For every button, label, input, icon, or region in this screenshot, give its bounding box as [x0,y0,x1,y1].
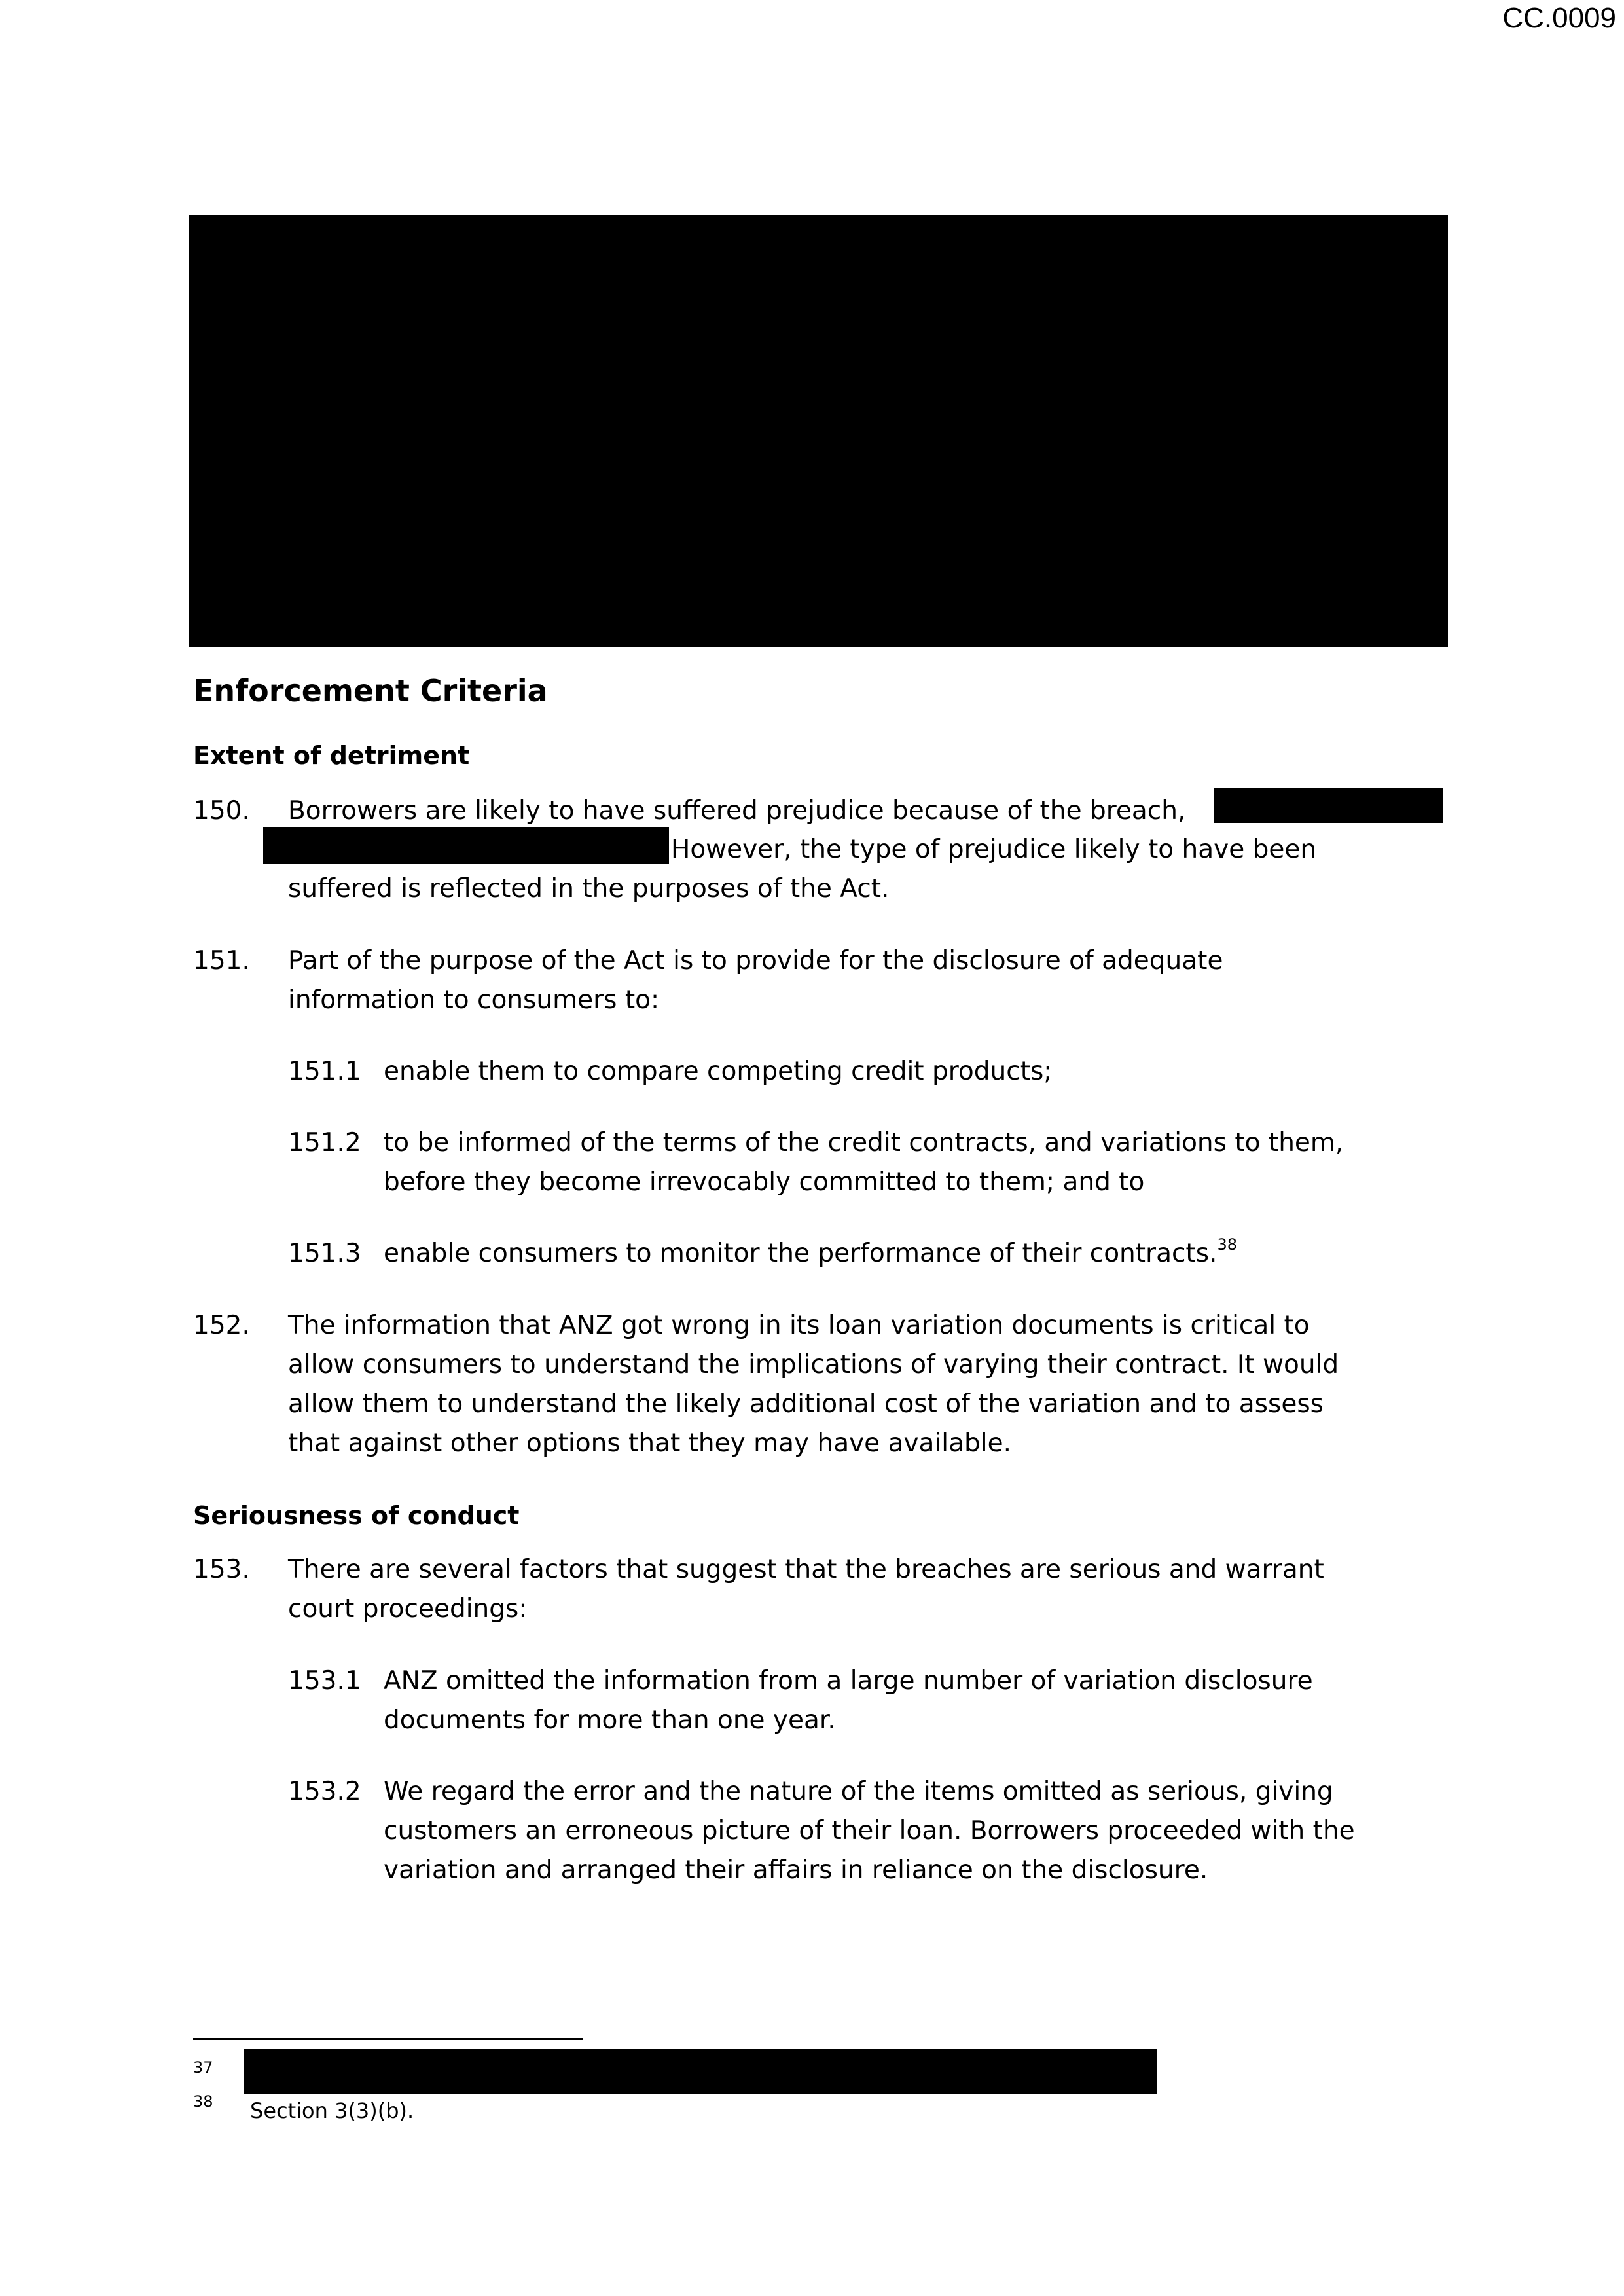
paragraph-153-2-line: customers an erroneous picture of their loan. Borrowers proceeded with the [384,1816,1355,1846]
paragraph-153-2-line: We regard the error and the nature of the items omitted as serious, giving [384,1777,1333,1806]
paragraph-150-line: suffered is reflected in the purposes of the Act. [288,874,890,903]
paragraph-152-line: allow them to understand the likely additional cost of the variation and to assess [288,1389,1324,1419]
subheading-seriousness-of-conduct: Seriousness of conduct [193,1501,520,1530]
paragraph-153-number: 153. [193,1555,250,1584]
paragraph-151-2-line: before they become irrevocably committed to them; and to [384,1167,1145,1197]
redaction-footnote-37 [244,2049,1157,2094]
paragraph-153-1-line: documents for more than one year. [384,1705,836,1735]
footnote-37-number: 37 [193,2058,213,2077]
redaction-inline-150b [263,827,669,864]
paragraph-150-line: However, the type of prejudice likely to have been [671,835,1317,864]
document-id: CC.0009 [1502,2,1616,34]
paragraph-151-1-line: enable them to compare competing credit products; [384,1057,1053,1086]
paragraph-153-2-number: 153.2 [288,1777,361,1806]
footnote-reference-38[interactable]: 38 [1217,1235,1237,1254]
paragraph-151-3-text: enable consumers to monitor the performance of their contracts. [384,1239,1218,1268]
paragraph-153-1-line: ANZ omitted the information from a large number of variation disclosure [384,1666,1313,1696]
subheading-extent-of-detriment: Extent of detriment [193,741,470,770]
paragraph-151-2-line: to be informed of the terms of the credit contracts, and variations to them, [384,1128,1344,1157]
paragraph-152-line: The information that ANZ got wrong in its loan variation documents is critical to [288,1311,1310,1340]
footnote-separator [193,2038,583,2040]
redaction-inline-150a [1214,788,1443,823]
paragraph-153-1-number: 153.1 [288,1666,361,1696]
paragraph-153-line: court proceedings: [288,1594,528,1624]
paragraph-151-1-number: 151.1 [288,1057,361,1086]
paragraph-151-line: Part of the purpose of the Act is to provide for the disclosure of adequate [288,946,1223,975]
footnote-38-number: 38 [193,2092,213,2111]
redaction-block-top [189,215,1448,647]
paragraph-152-line: allow consumers to understand the implications of varying their contract. It would [288,1350,1339,1379]
paragraph-151-3-number: 151.3 [288,1239,361,1268]
paragraph-150-line: Borrowers are likely to have suffered prejudice because of the breach, [288,796,1186,826]
paragraph-151-number: 151. [193,946,250,975]
paragraph-152-number: 152. [193,1311,250,1340]
paragraph-151-line: information to consumers to: [288,985,660,1015]
footnote-38-text: Section 3(3)(b). [250,2098,414,2123]
paragraph-151-2-number: 151.2 [288,1128,361,1157]
paragraph-151-3-line [384,1235,1237,1268]
paragraph-152-line: that against other options that they may have available. [288,1429,1012,1458]
paragraph-150-number: 150. [193,796,250,826]
paragraph-153-2-line: variation and arranged their affairs in reliance on the disclosure. [384,1855,1208,1885]
section-heading: Enforcement Criteria [193,673,548,708]
paragraph-153-line: There are several factors that suggest that the breaches are serious and warrant [288,1555,1324,1584]
